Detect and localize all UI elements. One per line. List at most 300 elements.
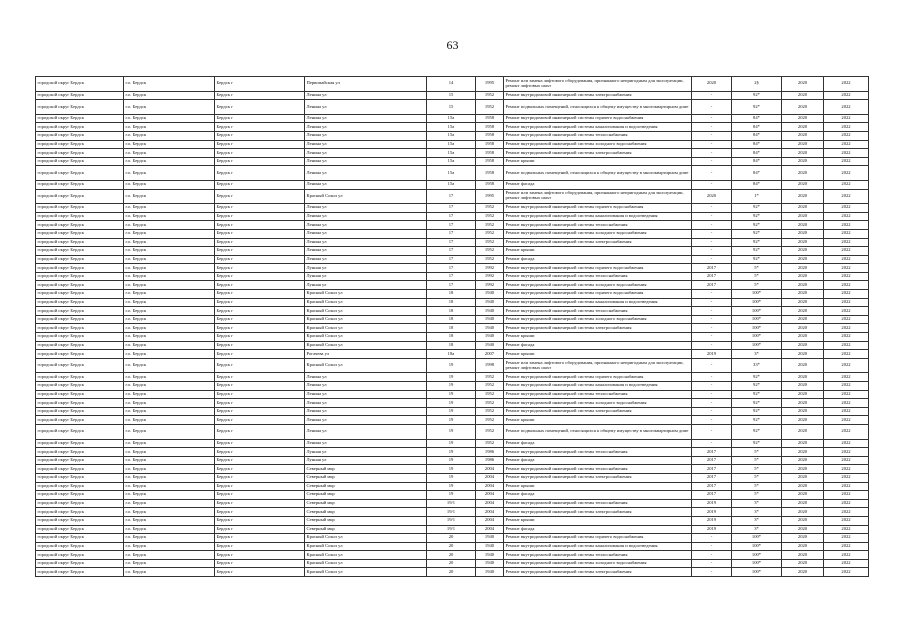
start-year-cell: 2020 <box>782 77 824 92</box>
plan-year-cell: 2020 <box>692 189 732 204</box>
street-cell: Ленина ул <box>305 399 427 408</box>
percent-cell: 100* <box>732 315 782 324</box>
locality-cell: Бердск г <box>215 568 305 577</box>
work-cell: Ремонт внутридомовой инженерной системы холодного водоснабжения <box>504 399 692 408</box>
work-cell: Ремонт внутридомовой инженерной системы теплоснабжения <box>504 131 692 140</box>
house-cell: 18 <box>427 298 476 307</box>
end-year-cell: 2022 <box>824 373 869 382</box>
end-year-cell: 2022 <box>824 272 869 281</box>
year-cell: 2004 <box>476 482 504 491</box>
settlement-cell: г.о. Бердск <box>124 204 215 213</box>
locality-cell: Бердск г <box>215 114 305 123</box>
year-cell: 1958 <box>476 140 504 149</box>
start-year-cell: 2020 <box>782 508 824 517</box>
plan-year-cell: - <box>692 341 732 350</box>
table-row <box>36 324 869 333</box>
house-cell: 19 <box>427 439 476 448</box>
year-cell: 1958 <box>476 114 504 123</box>
year-cell: 1958 <box>476 123 504 132</box>
plan-year-cell: - <box>692 439 732 448</box>
work-cell: Ремонт внутридомовой инженерной системы электроснабжения <box>504 407 692 416</box>
locality-cell: Бердск г <box>215 272 305 281</box>
work-cell: Ремонт крыши <box>504 247 692 256</box>
locality-cell: Бердск г <box>215 350 305 359</box>
plan-year-cell: - <box>692 114 732 123</box>
start-year-cell: 2020 <box>782 114 824 123</box>
end-year-cell: 2022 <box>824 166 869 181</box>
table-row <box>36 491 869 500</box>
street-cell: Ленина ул <box>305 91 427 100</box>
start-year-cell: 2020 <box>782 350 824 359</box>
plan-year-cell: - <box>692 333 732 342</box>
settlement-cell: г.о. Бердск <box>124 255 215 264</box>
house-cell: 17 <box>427 247 476 256</box>
plan-year-cell: - <box>692 551 732 560</box>
end-year-cell: 2022 <box>824 568 869 577</box>
house-cell: 19 <box>427 416 476 425</box>
percent-cell: 84* <box>732 166 782 181</box>
settlement-cell: г.о. Бердск <box>124 123 215 132</box>
table-row <box>36 390 869 399</box>
work-cell: Ремонт крыши <box>504 350 692 359</box>
street-cell: Ленина ул <box>305 149 427 158</box>
end-year-cell: 2022 <box>824 439 869 448</box>
district-cell: городской округ Бердск <box>36 534 124 543</box>
start-year-cell: 2020 <box>782 456 824 465</box>
end-year-cell: 2022 <box>824 149 869 158</box>
street-cell: Первомайская ул <box>305 77 427 92</box>
street-cell: Красный Сокол ул <box>305 298 427 307</box>
percent-cell: 5* <box>732 456 782 465</box>
table-row <box>36 100 869 115</box>
locality-cell: Бердск г <box>215 298 305 307</box>
street-cell: Ленина ул <box>305 439 427 448</box>
work-cell: Ремонт внутридомовой инженерной системы теплоснабжения <box>504 551 692 560</box>
district-cell: городской округ Бердск <box>36 114 124 123</box>
start-year-cell: 2020 <box>782 551 824 560</box>
street-cell: Северный мкр <box>305 473 427 482</box>
house-cell: 17 <box>427 204 476 213</box>
house-cell: 17 <box>427 255 476 264</box>
district-cell: городской округ Бердск <box>36 77 124 92</box>
end-year-cell: 2022 <box>824 482 869 491</box>
plan-year-cell: - <box>692 204 732 213</box>
year-cell: 1940 <box>476 568 504 577</box>
table-row <box>36 290 869 299</box>
table-row <box>36 448 869 457</box>
locality-cell: Бердск г <box>215 204 305 213</box>
table-row <box>36 465 869 474</box>
percent-cell: 5* <box>732 465 782 474</box>
plan-year-cell: - <box>692 157 732 166</box>
district-cell: городской округ Бердск <box>36 157 124 166</box>
house-cell: 19 <box>427 465 476 474</box>
percent-cell: 100* <box>732 559 782 568</box>
percent-cell: 84* <box>732 180 782 189</box>
table-row <box>36 508 869 517</box>
work-cell: Ремонт внутридомовой инженерной системы горячего водоснабжения <box>504 264 692 273</box>
work-cell: Ремонт внутридомовой инженерной системы канализования и водоотведения <box>504 542 692 551</box>
house-cell: 15 <box>427 100 476 115</box>
plan-year-cell: 2020 <box>692 77 732 92</box>
street-cell: Ленина ул <box>305 247 427 256</box>
locality-cell: Бердск г <box>215 290 305 299</box>
plan-year-cell: - <box>692 559 732 568</box>
start-year-cell: 2020 <box>782 272 824 281</box>
locality-cell: Бердск г <box>215 247 305 256</box>
end-year-cell: 2022 <box>824 77 869 92</box>
start-year-cell: 2020 <box>782 542 824 551</box>
district-cell: городской округ Бердск <box>36 568 124 577</box>
start-year-cell: 2020 <box>782 131 824 140</box>
house-cell: 19 <box>427 407 476 416</box>
start-year-cell: 2020 <box>782 166 824 181</box>
settlement-cell: г.о. Бердск <box>124 508 215 517</box>
street-cell: Северный мкр <box>305 499 427 508</box>
year-cell: 1958 <box>476 131 504 140</box>
house-cell: 15а <box>427 114 476 123</box>
house-cell: 17 <box>427 229 476 238</box>
plan-year-cell: - <box>692 212 732 221</box>
work-cell: Ремонт внутридомовой инженерной системы канализования и водоотведения <box>504 123 692 132</box>
district-cell: городской округ Бердск <box>36 439 124 448</box>
end-year-cell: 2022 <box>824 157 869 166</box>
end-year-cell: 2022 <box>824 264 869 273</box>
start-year-cell: 2020 <box>782 180 824 189</box>
percent-cell: 92* <box>732 373 782 382</box>
end-year-cell: 2022 <box>824 382 869 391</box>
end-year-cell: 2022 <box>824 465 869 474</box>
house-cell: 20 <box>427 534 476 543</box>
work-cell: Ремонт внутридомовой инженерной системы теплоснабжения <box>504 448 692 457</box>
house-cell: 18 <box>427 324 476 333</box>
locality-cell: Бердск г <box>215 416 305 425</box>
end-year-cell: 2022 <box>824 204 869 213</box>
end-year-cell: 2022 <box>824 390 869 399</box>
percent-cell: 84* <box>732 123 782 132</box>
start-year-cell: 2020 <box>782 416 824 425</box>
settlement-cell: г.о. Бердск <box>124 264 215 273</box>
year-cell: 1986 <box>476 448 504 457</box>
percent-cell: 5* <box>732 491 782 500</box>
district-cell: городской округ Бердск <box>36 350 124 359</box>
street-cell: Северный мкр <box>305 516 427 525</box>
locality-cell: Бердск г <box>215 482 305 491</box>
street-cell: Красный Сокол ул <box>305 534 427 543</box>
end-year-cell: 2022 <box>824 114 869 123</box>
plan-year-cell: 2017 <box>692 448 732 457</box>
locality-cell: Бердск г <box>215 473 305 482</box>
locality-cell: Бердск г <box>215 333 305 342</box>
house-cell: 19 <box>427 424 476 439</box>
district-cell: городской округ Бердск <box>36 123 124 132</box>
plan-year-cell: - <box>692 390 732 399</box>
locality-cell: Бердск г <box>215 390 305 399</box>
plan-year-cell: 2019 <box>692 499 732 508</box>
house-cell: 15а <box>427 180 476 189</box>
percent-cell: 92* <box>732 382 782 391</box>
table-row <box>36 166 869 181</box>
table-row <box>36 534 869 543</box>
percent-cell: 92* <box>732 238 782 247</box>
end-year-cell: 2022 <box>824 534 869 543</box>
work-cell: Ремонт внутридомовой инженерной системы теплоснабжения <box>504 307 692 316</box>
percent-cell: 92* <box>732 100 782 115</box>
settlement-cell: г.о. Бердск <box>124 307 215 316</box>
start-year-cell: 2020 <box>782 290 824 299</box>
settlement-cell: г.о. Бердск <box>124 465 215 474</box>
locality-cell: Бердск г <box>215 341 305 350</box>
table-row <box>36 298 869 307</box>
plan-year-cell: - <box>692 373 732 382</box>
year-cell: 1940 <box>476 341 504 350</box>
work-cell: Ремонт подвальных помещений, относящихся к общему имуществу в многоквартирном доме <box>504 166 692 181</box>
locality-cell: Бердск г <box>215 149 305 158</box>
settlement-cell: г.о. Бердск <box>124 189 215 204</box>
street-cell: Ленина ул <box>305 114 427 123</box>
locality-cell: Бердск г <box>215 255 305 264</box>
year-cell: 1958 <box>476 149 504 158</box>
year-cell: 1958 <box>476 157 504 166</box>
table-row <box>36 350 869 359</box>
plan-year-cell: - <box>692 123 732 132</box>
year-cell: 1952 <box>476 439 504 448</box>
start-year-cell: 2020 <box>782 264 824 273</box>
house-cell: 18 <box>427 290 476 299</box>
street-cell: Красный Сокол ул <box>305 307 427 316</box>
locality-cell: Бердск г <box>215 281 305 290</box>
year-cell: 1952 <box>476 221 504 230</box>
house-cell: 18 <box>427 341 476 350</box>
settlement-cell: г.о. Бердск <box>124 180 215 189</box>
start-year-cell: 2020 <box>782 439 824 448</box>
house-cell: 18 <box>427 315 476 324</box>
street-cell: Красный Сокол ул <box>305 333 427 342</box>
district-cell: городской округ Бердск <box>36 180 124 189</box>
plan-year-cell: - <box>692 534 732 543</box>
locality-cell: Бердск г <box>215 399 305 408</box>
settlement-cell: г.о. Бердск <box>124 499 215 508</box>
settlement-cell: г.о. Бердск <box>124 333 215 342</box>
street-cell: Красный Сокол ул <box>305 341 427 350</box>
start-year-cell: 2020 <box>782 516 824 525</box>
settlement-cell: г.о. Бердск <box>124 229 215 238</box>
plan-year-cell: - <box>692 307 732 316</box>
year-cell: 2004 <box>476 473 504 482</box>
settlement-cell: г.о. Бердск <box>124 424 215 439</box>
table-row <box>36 77 869 92</box>
year-cell: 1940 <box>476 559 504 568</box>
table-row <box>36 221 869 230</box>
work-cell: Ремонт внутридомовой инженерной системы горячего водоснабжения <box>504 373 692 382</box>
plan-year-cell: - <box>692 247 732 256</box>
end-year-cell: 2022 <box>824 324 869 333</box>
house-cell: 18а <box>427 350 476 359</box>
house-cell: 19 <box>427 491 476 500</box>
work-cell: Ремонт внутридомовой инженерной системы канализования и водоотведения <box>504 212 692 221</box>
percent-cell: 5* <box>732 281 782 290</box>
table-row <box>36 416 869 425</box>
percent-cell: 92* <box>732 424 782 439</box>
table-row <box>36 341 869 350</box>
table-row <box>36 525 869 534</box>
plan-year-cell: 2019 <box>692 350 732 359</box>
plan-year-cell: - <box>692 100 732 115</box>
house-cell: 17 <box>427 264 476 273</box>
settlement-cell: г.о. Бердск <box>124 542 215 551</box>
house-cell: 19/1 <box>427 516 476 525</box>
end-year-cell: 2022 <box>824 290 869 299</box>
locality-cell: Бердск г <box>215 91 305 100</box>
work-cell: Ремонт внутридомовой инженерной системы канализования и водоотведения <box>504 382 692 391</box>
district-cell: городской округ Бердск <box>36 238 124 247</box>
end-year-cell: 2022 <box>824 551 869 560</box>
locality-cell: Бердск г <box>215 491 305 500</box>
locality-cell: Бердск г <box>215 100 305 115</box>
street-cell: Красный Сокол ул <box>305 189 427 204</box>
percent-cell: 92* <box>732 91 782 100</box>
percent-cell: 100* <box>732 324 782 333</box>
end-year-cell: 2022 <box>824 456 869 465</box>
work-cell: Ремонт крыши <box>504 333 692 342</box>
street-cell: Ленина ул <box>305 382 427 391</box>
house-cell: 17 <box>427 189 476 204</box>
plan-year-cell: 2017 <box>692 456 732 465</box>
start-year-cell: 2020 <box>782 157 824 166</box>
street-cell: Красный Сокол ул <box>305 358 427 373</box>
start-year-cell: 2020 <box>782 123 824 132</box>
street-cell: Северный мкр <box>305 482 427 491</box>
district-cell: городской округ Бердск <box>36 272 124 281</box>
district-cell: городской округ Бердск <box>36 149 124 158</box>
percent-cell: 5* <box>732 448 782 457</box>
table-row <box>36 114 869 123</box>
year-cell: 2007 <box>476 350 504 359</box>
street-cell: Ленина ул <box>305 204 427 213</box>
locality-cell: Бердск г <box>215 307 305 316</box>
table-row <box>36 358 869 373</box>
percent-cell: 3* <box>732 350 782 359</box>
end-year-cell: 2022 <box>824 255 869 264</box>
settlement-cell: г.о. Бердск <box>124 525 215 534</box>
start-year-cell: 2020 <box>782 204 824 213</box>
locality-cell: Бердск г <box>215 499 305 508</box>
settlement-cell: г.о. Бердск <box>124 534 215 543</box>
district-cell: городской округ Бердск <box>36 542 124 551</box>
house-cell: 19 <box>427 373 476 382</box>
street-cell: Ленина ул <box>305 229 427 238</box>
street-cell: Красный Сокол ул <box>305 324 427 333</box>
year-cell: 1952 <box>476 229 504 238</box>
start-year-cell: 2020 <box>782 140 824 149</box>
street-cell: Ленина ул <box>305 166 427 181</box>
plan-year-cell: 2017 <box>692 272 732 281</box>
settlement-cell: г.о. Бердск <box>124 157 215 166</box>
work-cell: Ремонт внутридомовой инженерной системы теплоснабжения <box>504 465 692 474</box>
end-year-cell: 2022 <box>824 229 869 238</box>
settlement-cell: г.о. Бердск <box>124 149 215 158</box>
street-cell: Лунная ул <box>305 281 427 290</box>
district-cell: городской округ Бердск <box>36 307 124 316</box>
street-cell: Ленина ул <box>305 140 427 149</box>
percent-cell: 1* <box>732 189 782 204</box>
plan-year-cell: - <box>692 131 732 140</box>
year-cell: 1952 <box>476 390 504 399</box>
percent-cell: 92* <box>732 407 782 416</box>
district-cell: городской округ Бердск <box>36 491 124 500</box>
percent-cell: 84* <box>732 114 782 123</box>
plan-year-cell: - <box>692 91 732 100</box>
house-cell: 18 <box>427 333 476 342</box>
percent-cell: 3* <box>732 516 782 525</box>
district-cell: городской округ Бердск <box>36 166 124 181</box>
end-year-cell: 2022 <box>824 140 869 149</box>
page-number: 63 <box>446 38 459 52</box>
year-cell: 1992 <box>476 281 504 290</box>
work-cell: Ремонт внутридомовой инженерной системы электроснабжения <box>504 473 692 482</box>
year-cell: 1995 <box>476 189 504 204</box>
percent-cell: 2§ <box>732 77 782 92</box>
street-cell: Красный Сокол ул <box>305 559 427 568</box>
percent-cell: 92* <box>732 255 782 264</box>
plan-year-cell: 2017 <box>692 473 732 482</box>
settlement-cell: г.о. Бердск <box>124 100 215 115</box>
table-row <box>36 281 869 290</box>
plan-year-cell: - <box>692 399 732 408</box>
street-cell: Ленина ул <box>305 416 427 425</box>
plan-year-cell: - <box>692 382 732 391</box>
district-cell: городской округ Бердск <box>36 407 124 416</box>
house-cell: 20 <box>427 542 476 551</box>
house-cell: 19 <box>427 473 476 482</box>
end-year-cell: 2022 <box>824 247 869 256</box>
year-cell: 1992 <box>476 264 504 273</box>
street-cell: Ленина ул <box>305 407 427 416</box>
district-cell: городской округ Бердск <box>36 382 124 391</box>
settlement-cell: г.о. Бердск <box>124 272 215 281</box>
start-year-cell: 2020 <box>782 525 824 534</box>
work-cell: Ремонт внутридомовой инженерной системы горячего водоснабжения <box>504 114 692 123</box>
district-cell: городской округ Бердск <box>36 189 124 204</box>
district-cell: городской округ Бердск <box>36 508 124 517</box>
end-year-cell: 2022 <box>824 358 869 373</box>
locality-cell: Бердск г <box>215 140 305 149</box>
locality-cell: Бердск г <box>215 382 305 391</box>
work-cell: Ремонт внутридомовой инженерной системы канализования и водоотведения <box>504 298 692 307</box>
year-cell: 1992 <box>476 272 504 281</box>
settlement-cell: г.о. Бердск <box>124 516 215 525</box>
street-cell: Ленина ул <box>305 157 427 166</box>
district-cell: городской округ Бердск <box>36 131 124 140</box>
district-cell: городской округ Бердск <box>36 341 124 350</box>
plan-year-cell: - <box>692 255 732 264</box>
settlement-cell: г.о. Бердск <box>124 482 215 491</box>
percent-cell: 100* <box>732 290 782 299</box>
district-cell: городской округ Бердск <box>36 324 124 333</box>
start-year-cell: 2020 <box>782 534 824 543</box>
house-cell: 19 <box>427 399 476 408</box>
year-cell: 1940 <box>476 551 504 560</box>
house-cell: 19 <box>427 482 476 491</box>
start-year-cell: 2020 <box>782 100 824 115</box>
percent-cell: 100* <box>732 298 782 307</box>
plan-year-cell: 2017 <box>692 465 732 474</box>
year-cell: 1952 <box>476 399 504 408</box>
street-cell: Красный Сокол ул <box>305 315 427 324</box>
start-year-cell: 2020 <box>782 448 824 457</box>
locality-cell: Бердск г <box>215 542 305 551</box>
percent-cell: 3* <box>732 508 782 517</box>
